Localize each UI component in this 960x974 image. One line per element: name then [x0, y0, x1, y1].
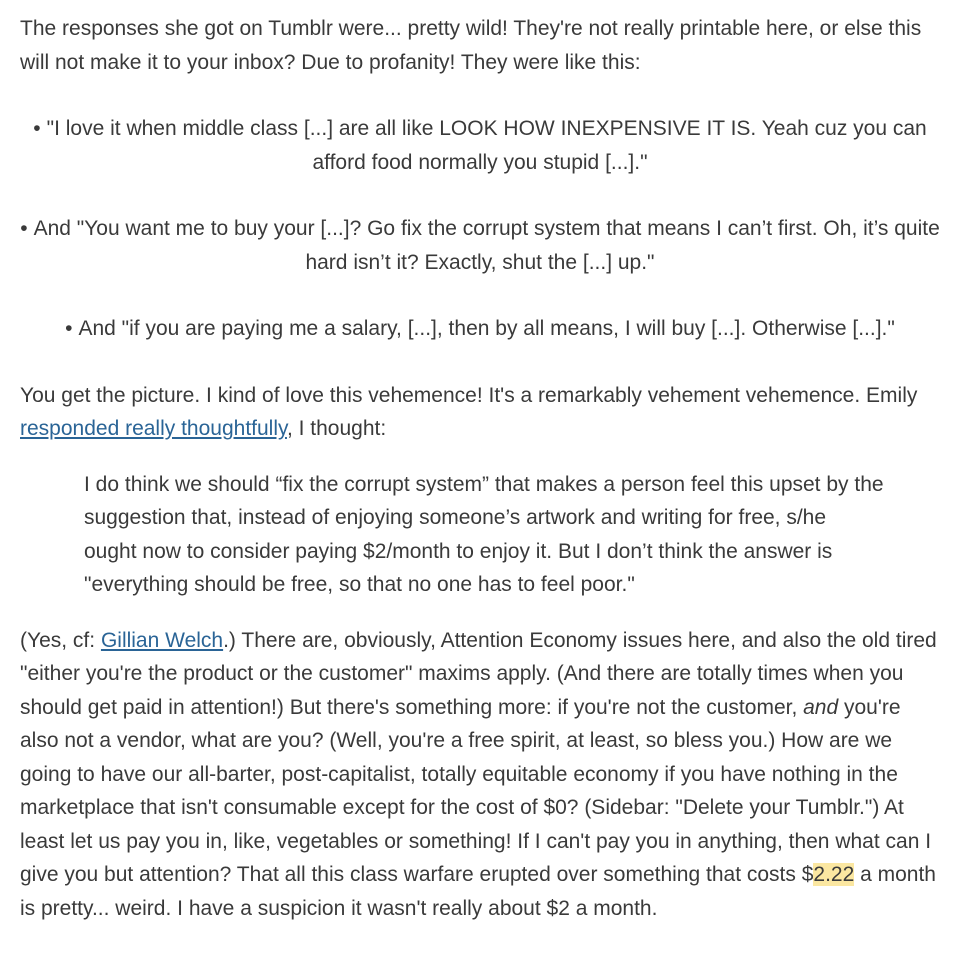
quote-list — [20, 112, 940, 346]
picture-paragraph — [20, 379, 940, 446]
list-item — [20, 312, 940, 346]
picture-text-after: , I thought: — [286, 417, 387, 440]
responded-thoughtfully-link[interactable]: responded really thoughtfully — [20, 417, 287, 440]
highlighted-amount: 2.22 — [813, 863, 855, 886]
closing-text-3: you're also not a vendor, what are you? (Well, you're a free spirit, at least, so bless you.) How are we going to have our all-barter, post-capitalist, totally equitable economy if you have nothing in the marketplace that isn't consumable except for the cost of $0? (Sidebar: "Delete your Tumblr.") At least let us pay you in, like, vegetables or something! If I can't pay you in anything, then what can I give you but attention? That all this class warfare erupted over something that costs $ — [20, 695, 932, 886]
bullet-marker: • — [20, 217, 28, 240]
intro-paragraph: The responses she got on Tumblr were... pretty wild! They're not really printable here, or else this will not make it to your inbox? Due to profanity! They were like this: — [20, 17, 922, 74]
quote-text: "I love it when middle class [...] are all like LOOK HOW INEXPENSIVE IT IS. Yeah cuz you can afford food normally you stupid [...]." — [46, 117, 927, 174]
bullet-marker: • — [33, 117, 41, 140]
emphasis-and: and — [803, 695, 839, 719]
bullet-marker: • — [65, 317, 73, 340]
closing-text-1: (Yes, cf: — [20, 628, 101, 652]
list-item — [20, 212, 940, 279]
gillian-welch-link[interactable]: Gillian Welch — [100, 628, 224, 652]
picture-text-before: You get the picture. I kind of love this vehemence! It's a remarkably vehement vehemence. Emily — [20, 383, 918, 407]
closing-text-2: .) There are, obviously, Attention Economy issues here, and also the old tired "either you're the product or the customer" maxims apply. (And there are totally times when you should get paid in attention!) But there's something more: if you're not the customer, — [20, 628, 937, 719]
closing-paragraph — [20, 624, 940, 926]
emily-blockquote: I do think we should “fix the corrupt system” that makes a person feel this upset by the suggestion that, instead of enjoying someone’s artwork and writing for free, s/he ought now to consider paying $2/month to enjoy it. But I don’t think the answer is "everything should be free, so that no one has to feel poor." — [84, 472, 884, 596]
list-item — [20, 112, 940, 179]
quote-text: And "You want me to buy your [...]? Go fix the corrupt system that means I can’t first. Oh, it’s quite hard isn’t it? Exactly, shut the [...] up." — [33, 217, 940, 274]
quote-text: And "if you are paying me a salary, [...], then by all means, I will buy [...]. Otherwise [...]." — [78, 317, 895, 340]
closing-text-4: a month is pretty... weird. I have a suspicion it wasn't really about $2 a month. — [20, 863, 936, 920]
